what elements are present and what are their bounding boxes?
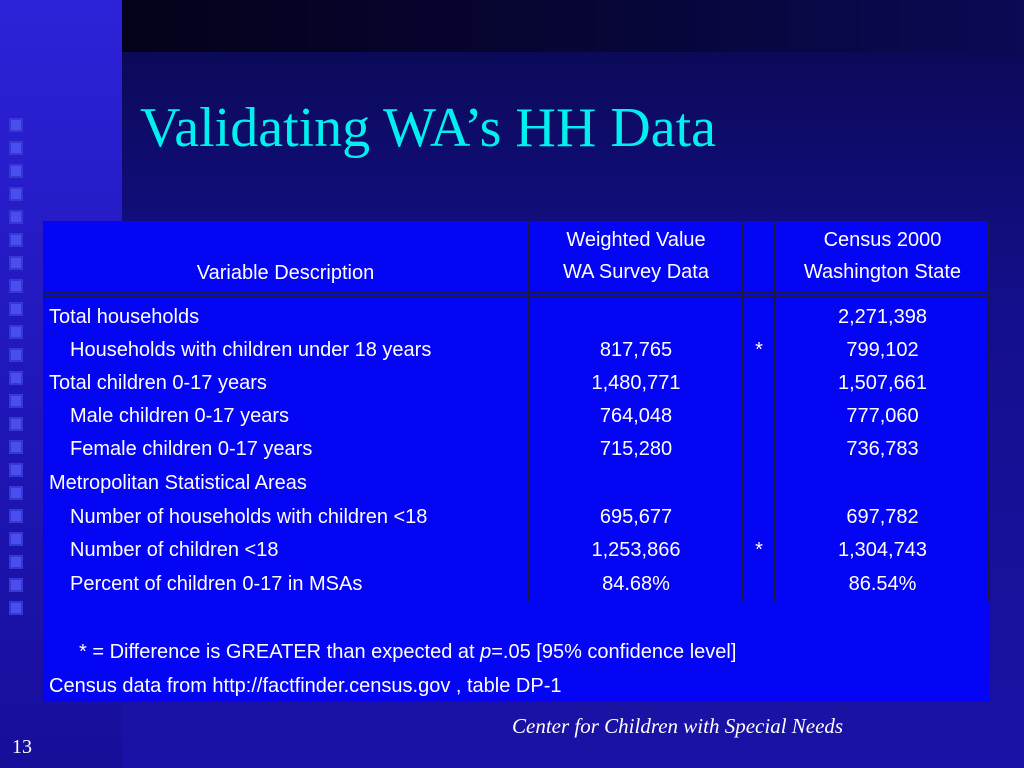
square-icon bbox=[9, 578, 23, 592]
header-variable-description: Variable Description bbox=[196, 262, 375, 284]
row-label: Percent of children 0-17 in MSAs bbox=[70, 573, 363, 595]
decorative-squares bbox=[6, 118, 28, 624]
row-census-value: 777,060 bbox=[846, 405, 919, 427]
note-prefix: * = Difference is GREATER than expected at bbox=[79, 641, 481, 663]
row-flag: * bbox=[755, 339, 763, 361]
square-icon bbox=[9, 555, 23, 569]
background-top-band bbox=[122, 0, 1024, 52]
square-icon bbox=[9, 279, 23, 293]
square-icon bbox=[9, 440, 23, 454]
square-icon bbox=[9, 417, 23, 431]
square-icon bbox=[9, 371, 23, 385]
square-icon bbox=[9, 118, 23, 132]
square-icon bbox=[9, 187, 23, 201]
significance-note bbox=[79, 635, 736, 669]
row-survey-value: 1,253,866 bbox=[591, 539, 681, 561]
page-number: 13 bbox=[12, 736, 32, 758]
slide-title: Validating WA’s HH Data bbox=[140, 97, 716, 159]
footer-organization: Center for Children with Special Needs bbox=[512, 714, 844, 738]
header-wa-survey-data: WA Survey Data bbox=[563, 261, 709, 283]
row-survey-value: 695,677 bbox=[599, 506, 673, 528]
row-label: Female children 0-17 years bbox=[70, 438, 313, 460]
square-icon bbox=[9, 394, 23, 408]
row-census-value: 697,782 bbox=[846, 506, 919, 528]
row-label: Total children 0-17 years bbox=[49, 372, 267, 394]
square-icon bbox=[9, 233, 23, 247]
note-p-symbol: p bbox=[480, 641, 492, 663]
source-note: Census data from http://factfinder.census.gov , table DP-1 bbox=[49, 675, 562, 697]
row-census-value: 736,783 bbox=[846, 438, 919, 460]
square-icon bbox=[9, 532, 23, 546]
header-divider bbox=[43, 295, 990, 297]
square-icon bbox=[9, 348, 23, 362]
row-label: Number of households with children <18 bbox=[70, 506, 428, 528]
row-flag: * bbox=[755, 539, 763, 561]
row-census-value: 799,102 bbox=[846, 339, 919, 361]
header-washington-state: Washington State bbox=[803, 261, 962, 283]
square-icon bbox=[9, 302, 23, 316]
header-census-2000: Census 2000 bbox=[823, 229, 942, 251]
row-census-value: 86.54% bbox=[848, 573, 917, 595]
row-label: Number of children <18 bbox=[70, 539, 279, 561]
header-weighted-value: Weighted Value bbox=[566, 229, 706, 251]
row-label: Metropolitan Statistical Areas bbox=[49, 472, 307, 494]
square-icon bbox=[9, 210, 23, 224]
row-census-value: 1,507,661 bbox=[838, 372, 927, 394]
row-survey-value: 1,480,771 bbox=[591, 372, 681, 394]
square-icon bbox=[9, 325, 23, 339]
square-icon bbox=[9, 601, 23, 615]
row-survey-value: 817,765 bbox=[599, 339, 673, 361]
square-icon bbox=[9, 509, 23, 523]
row-census-value: 1,304,743 bbox=[838, 539, 927, 561]
row-label: Households with children under 18 years bbox=[70, 339, 432, 361]
square-icon bbox=[9, 463, 23, 477]
square-icon bbox=[9, 164, 23, 178]
square-icon bbox=[9, 141, 23, 155]
header-divider bbox=[43, 291, 990, 293]
row-survey-value: 84.68% bbox=[602, 573, 670, 595]
row-label: Total households bbox=[49, 306, 200, 328]
row-label: Male children 0-17 years bbox=[70, 405, 289, 427]
row-survey-value: 715,280 bbox=[599, 438, 673, 460]
square-icon bbox=[9, 486, 23, 500]
row-census-value: 2,271,398 bbox=[838, 306, 927, 328]
square-icon bbox=[9, 256, 23, 270]
note-suffix: =.05 [95% confidence level] bbox=[491, 641, 737, 663]
data-table-panel bbox=[43, 221, 990, 702]
row-survey-value: 764,048 bbox=[599, 405, 673, 427]
